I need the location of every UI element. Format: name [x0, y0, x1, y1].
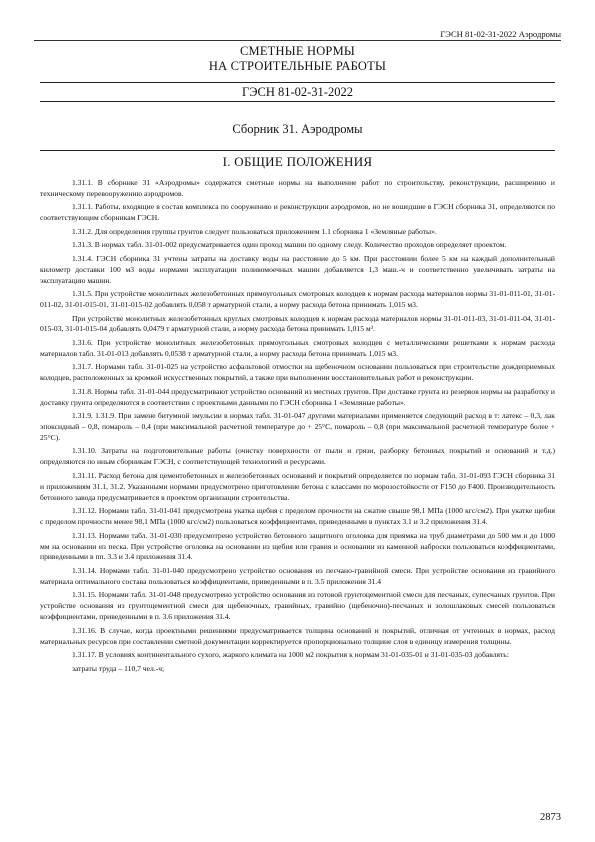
paragraph: 1.31.2. Для определения группы грунтов следует пользоваться приложением 1.1 сборника 1 «Земляные работы».: [72, 226, 437, 236]
paragraph: 1.31.9. 1.31.9. При замене битумной эмульсии в нормах табл. 31-01-047 другими материалами применяется следующий расход в т: латекс – 0,3, лак эпоксидный – 0,8, помароль – 0,4 (при максимальной расчетной температуре до + 25°С, помароль – 0,8 (при максимальной расчетной температуре более + 25°С).: [40, 411, 555, 442]
paragraph: 1.31.1. В сборнике 31 «Аэродромы» содержатся сметные нормы на выполнение работ по строительству, реконструкции, расширению и техническому перевооружению аэродромов.: [40, 178, 555, 198]
page-number: 2873: [540, 812, 561, 823]
paragraph: 1.31.17. В условиях континентального сухого, жаркого климата на 1000 м2 покрытия к нормам 31-01-035-01 и 31-01-035-03 добавлять:: [72, 650, 509, 660]
paragraph: 1.31.4. ГЭСН сборника 31 учтены затраты на доставку воды на расстояние до 5 км. При расстоянии более 5 км на каждый дополнительный километр доставки 100 м3 воды нормами эксплуатации поливомоечных машин добавляется 1,3 маш.-ч и соответственно увеличивать затраты на эксплуатацию машин.: [40, 253, 555, 285]
header-divider: [34, 40, 561, 41]
paragraph: 1.31.7. Нормами табл. 31-01-025 на устройство асфальтовой отмостки на щебеночном основании пользоваться при строительстве дождеприемных колодцев, расположенных за кромкой искусственных покрытий, а также при выполнении восстановительных работ и реконструкции.: [40, 362, 555, 383]
paragraph: 1.31.6. При устройстве монолитных железобетонных прямоугольных смотровых колодцев с металлическими решетками к нормам расхода материалов табл. 31-01-013 добавлять 0,0538 т арматурной стали, а норму расхода бетона принимать 1,015 м3.: [40, 337, 555, 358]
paragraph: 1.31.11. Расход бетона для цементобетонных и железобетонных оснований и покрытий определяется по нормам табл. 31-01-093 ГЭСН сборника 31 и приложениям 31.1, 31.2. Указанными нормами предусмотрено приготовление бетона с классами по морозостойкости от F150 до F400. Производительность бетонного завода предусматривается в проектом организации строительства.: [40, 470, 555, 502]
document-code: ГЭСН 81-02-31-2022: [40, 82, 555, 102]
collection-title: Сборник 31. Аэродромы: [232, 122, 363, 136]
paragraph: 1.31.1. Работы, входящие в состав комплекса по сооружению и реконструкции аэродромов, но не вошедшие в ГЭСН сборника 31, определяются по соответствующим сборникам ГЭСН.: [40, 202, 555, 223]
paragraph: 1.31.14. Нормами табл. 31-01-040 предусмотрено устройство основания из песчано-гравийной смеси. При устройстве основания из гравийного материала оптимального состава пользоваться коэффициентами, приведенными в п. 3.5 приложения 31.4: [40, 565, 555, 586]
paragraph: 1.31.16. В случае, когда проектными решениями предусматривается толщина оснований и покрытий, отличная от учтенных в нормах, расход материальных ресурсов при составлении сметной документации корректируется пропорционально толщине слоя в единицу измерения толщины.: [40, 625, 555, 646]
paragraph: 1.31.8. Нормы табл. 31-01-044 предусматривают устройство оснований из местных грунтов. При доставке грунта из резервов нормы на разработку и доставку грунта определяются в соответствии с проектными данными по ГЭСН сборника 1 «Земляные работы».: [40, 386, 555, 407]
title-line-1: СМЕТНЫЕ НОРМЫ: [239, 44, 356, 58]
title-line-2: НА СТРОИТЕЛЬНЫЕ РАБОТЫ: [208, 59, 387, 73]
body-text: [40, 178, 555, 677]
paragraph: затраты труда – 110,7 чел.-ч;: [72, 663, 165, 673]
paragraph: 1.31.3. В нормах табл. 31-01-002 предусматривается один проход машин по одному следу. Количество проходов определяет проектом.: [72, 240, 507, 250]
paragraph: 1.31.10. Затраты на подготовительные работы (очистку поверхности от пыли и грязи, разборку бетонных покрытий и оснований и т.д.) определяются по иным сборникам ГЭСН, с соответствующей технологией и ресурсами.: [40, 446, 555, 467]
running-header: ГЭСН 81-02-31-2022 Аэродромы: [440, 29, 561, 39]
paragraph: 1.31.5. При устройстве монолитных железобетонных прямоугольных смотровых колодцев к нормам расхода материалов нормы 31-01-011-01, 31-01-011-02, 31-01-015-01, 31-01-015-02 добавлять 0,058 т арматурной стали, а норму расхода бетона принимать 1,015 м3.: [40, 289, 555, 310]
document-title: [0, 44, 595, 74]
section-heading: I. ОБЩИЕ ПОЛОЖЕНИЯ: [222, 154, 373, 169]
paragraph: 1.31.15. Нормами табл. 31-01-048 предусмотрено устройство основания из готовой грунтоцементной смеси для песчаных, супесчаных грунтов. При устройстве основания из грунтоцементной смеси для щебеночных, гравийных, гравийно (щебеночно)-песчаных и золошлаковых смесей пользоваться коэффициентами, приведенными в п. 3.6 приложения 31.4.: [40, 590, 555, 622]
paragraph: При устройстве монолитных железобетонных круглых смотровых колодцев к нормам расхода материалов нормы 31-01-011-03, 31-01-011-04, 31-01-015-03, 31-01-015-04 добавлять 0,0479 т арматурной стали, а норму расхода бетона принимать 1,015 м³.: [40, 313, 555, 334]
section-divider: [40, 150, 555, 151]
paragraph: 1.31.13. Нормами табл. 31-01-030 предусмотрено устройство бетонного защитного оголовка для приямка на труб диаметрами до 500 мм и до 1000 мм на основании из песка. При устройстве оголовка на основании из щебня или гравия и основании из каменной наброски пользоваться коэффициентами, приведенными в пп. 3.3 и 3.4 приложения 31.4.: [40, 530, 555, 562]
paragraph: 1.31.12. Нормами табл. 31-01-041 предусмотрена укатка щебня с пределом прочности на сжатие свыше 98,1 МПа (1000 кгс/см2). При укатке щебня с пределом прочности менее 98,1 МПа (1000 кгс/см2) пользоваться коэффициентами, приведенными в пунктах 3.1 и 3.2 приложения 31.4.: [40, 506, 555, 527]
